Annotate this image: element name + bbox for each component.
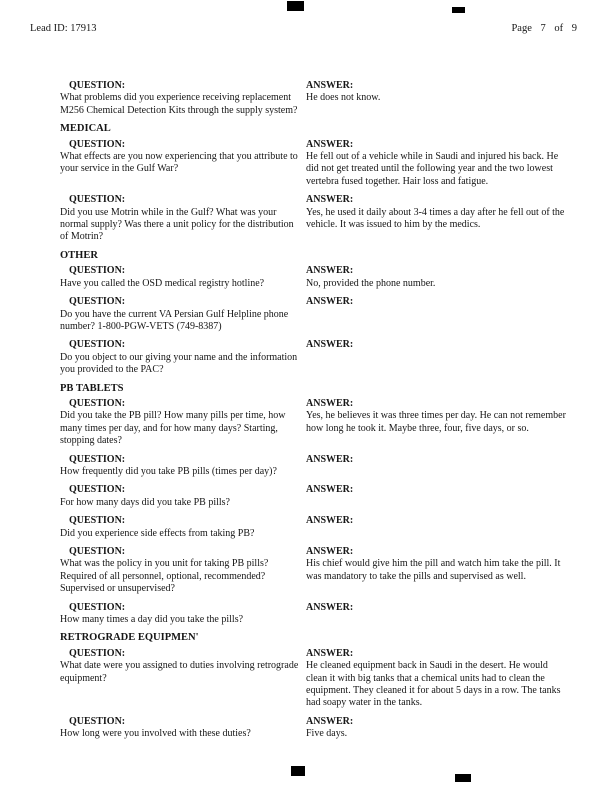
- qa-row: [60, 339, 569, 376]
- scan-mark: [452, 7, 465, 13]
- answer-column: [306, 339, 569, 351]
- answer-column: [306, 515, 569, 527]
- question-text: Have you called the OSD medical registry hotline?: [60, 277, 265, 289]
- question-text: What was the policy in you unit for taking PB pills? Required of all personnel, optional, recommended? Supervised or unsupervised?: [60, 558, 269, 595]
- question-column: [60, 398, 300, 448]
- page-header: [30, 22, 577, 35]
- question-label: QUESTION:: [69, 546, 126, 557]
- question-column: [60, 339, 300, 376]
- question-column: [60, 194, 300, 244]
- question-text: Do you object to our giving your name and the information you provided to the PAC?: [60, 351, 298, 376]
- answer-column: [306, 296, 569, 308]
- answer-label: ANSWER:: [306, 339, 354, 351]
- question-label: QUESTION:: [69, 138, 126, 150]
- qa-sections: [60, 80, 569, 747]
- qa-row: [60, 484, 569, 509]
- question-label: QUESTION:: [69, 397, 126, 409]
- question-label: QUESTION:: [69, 265, 126, 277]
- question-label: QUESTION:: [69, 601, 126, 613]
- answer-text: He does not know.: [306, 92, 381, 104]
- question-column: [60, 139, 300, 176]
- answer-label: ANSWER:: [306, 194, 354, 206]
- question-column: [60, 454, 300, 479]
- answer-column: [306, 546, 569, 583]
- question-label: QUESTION:: [69, 715, 126, 727]
- answer-label: ANSWER:: [306, 296, 354, 308]
- question-column: [60, 80, 300, 117]
- qa-row: [60, 648, 569, 710]
- question-text: For how many days did you take PB pills?: [60, 496, 230, 508]
- question-column: [60, 546, 300, 596]
- answer-text: No, provided the phone number.: [306, 277, 436, 289]
- question-column: [60, 265, 300, 290]
- qa-row: [60, 194, 569, 244]
- question-column: [60, 602, 300, 627]
- qa-row: [60, 265, 569, 290]
- question-label: QUESTION:: [69, 296, 126, 308]
- qa-row: [60, 602, 569, 627]
- answer-label: ANSWER:: [306, 546, 354, 557]
- question-text: How long were you involved with these duties?: [60, 728, 251, 740]
- answer-label: ANSWER:: [306, 647, 354, 659]
- question-column: [60, 648, 300, 685]
- question-label: QUESTION:: [69, 515, 126, 527]
- qa-row: [60, 139, 569, 189]
- question-text: What effects are you now experiencing that you attribute to your service in the Gulf War?: [60, 151, 298, 175]
- answer-column: [306, 602, 569, 614]
- question-text: What date were you assigned to duties involving retrograde equipment?: [60, 660, 299, 684]
- answer-column: [306, 398, 569, 435]
- answer-label: ANSWER:: [306, 265, 354, 277]
- question-text: How frequently did you take PB pills (times per day)?: [60, 465, 277, 477]
- answer-label: ANSWER:: [306, 138, 354, 150]
- answer-column: [306, 484, 569, 496]
- qa-row: [60, 398, 569, 448]
- answer-label: ANSWER:: [306, 453, 354, 465]
- lead-id-label: Lead ID: 17913: [30, 23, 97, 34]
- answer-text: His chief would give him the pill and watch him take the pill. It was mandatory to take the pills and supervised as well.: [306, 558, 561, 582]
- qa-row: [60, 454, 569, 479]
- answer-column: [306, 139, 569, 189]
- question-text: Do you have the current VA Persian Gulf Helpline phone number? 1-800-PGW-VETS (749-8387): [60, 308, 289, 332]
- qa-row: [60, 296, 569, 333]
- answer-text: Five days.: [306, 728, 348, 740]
- answer-column: [306, 194, 569, 231]
- scan-mark: [287, 1, 304, 11]
- scan-mark: [291, 766, 305, 776]
- answer-label: ANSWER:: [306, 515, 354, 527]
- question-label: QUESTION:: [69, 484, 126, 496]
- answer-text: He cleaned equipment back in Saudi in the desert. He would clean it with big tanks that a chemical units had to clean the equipment. They cleaned it for about 5 days in a row. The tanks had soapy water in the tanks.: [306, 660, 561, 709]
- qa-row: [60, 716, 569, 741]
- qa-row: [60, 515, 569, 540]
- question-column: [60, 716, 300, 741]
- question-label: QUESTION:: [69, 647, 126, 659]
- question-text: Did you use Motrin while in the Gulf? What was your normal supply? Was there a unit policy for the distribution of Motrin?: [60, 206, 294, 243]
- question-text: What problems did you experience receiving replacement M256 Chemical Detection Kits through the supply system?: [60, 92, 298, 116]
- question-column: [60, 484, 300, 509]
- answer-column: [306, 80, 569, 105]
- section-heading: MEDICAL: [60, 123, 111, 135]
- qa-row: [60, 546, 569, 596]
- question-column: [60, 296, 300, 333]
- answer-text: He fell out of a vehicle while in Saudi and injured his back. He did not get treated until the following year and the two lowest vertebra fused together. Hair loss and fatigue.: [306, 151, 559, 187]
- answer-label: ANSWER:: [306, 484, 354, 496]
- answer-label: ANSWER:: [306, 397, 354, 409]
- answer-text: Yes, he used it daily about 3-4 times a day after he fell out of the vehicle. It was issued to him by the medics.: [306, 206, 565, 231]
- question-text: Did you experience side effects from taking PB?: [60, 527, 255, 539]
- qa-row: [60, 80, 569, 117]
- section-heading: OTHER: [60, 249, 98, 261]
- section-heading: PB TABLETS: [60, 382, 124, 394]
- scan-mark: [455, 774, 471, 782]
- answer-label: ANSWER:: [306, 715, 354, 727]
- answer-column: [306, 454, 569, 466]
- question-column: [60, 515, 300, 540]
- answer-column: [306, 648, 569, 710]
- question-text: How many times a day did you take the pills?: [60, 614, 244, 626]
- page-number-label: Page 7 of 9: [511, 23, 577, 34]
- question-label: QUESTION:: [69, 194, 126, 206]
- section-heading: RETROGRADE EQUIPMEN': [60, 632, 199, 644]
- answer-label: ANSWER:: [306, 601, 354, 613]
- answer-label: ANSWER:: [306, 80, 354, 91]
- question-label: QUESTION:: [69, 453, 126, 465]
- answer-text: Yes, he believes it was three times per day. He can not remember how long he took it. Maybe three, four, five days, or so.: [306, 410, 566, 434]
- question-label: QUESTION:: [69, 339, 126, 351]
- answer-column: [306, 265, 569, 290]
- question-text: Did you take the PB pill? How many pills per time, how many times per day, and for how many days? Starting, stopping dates?: [60, 410, 286, 447]
- question-label: QUESTION:: [69, 80, 126, 91]
- answer-column: [306, 716, 569, 741]
